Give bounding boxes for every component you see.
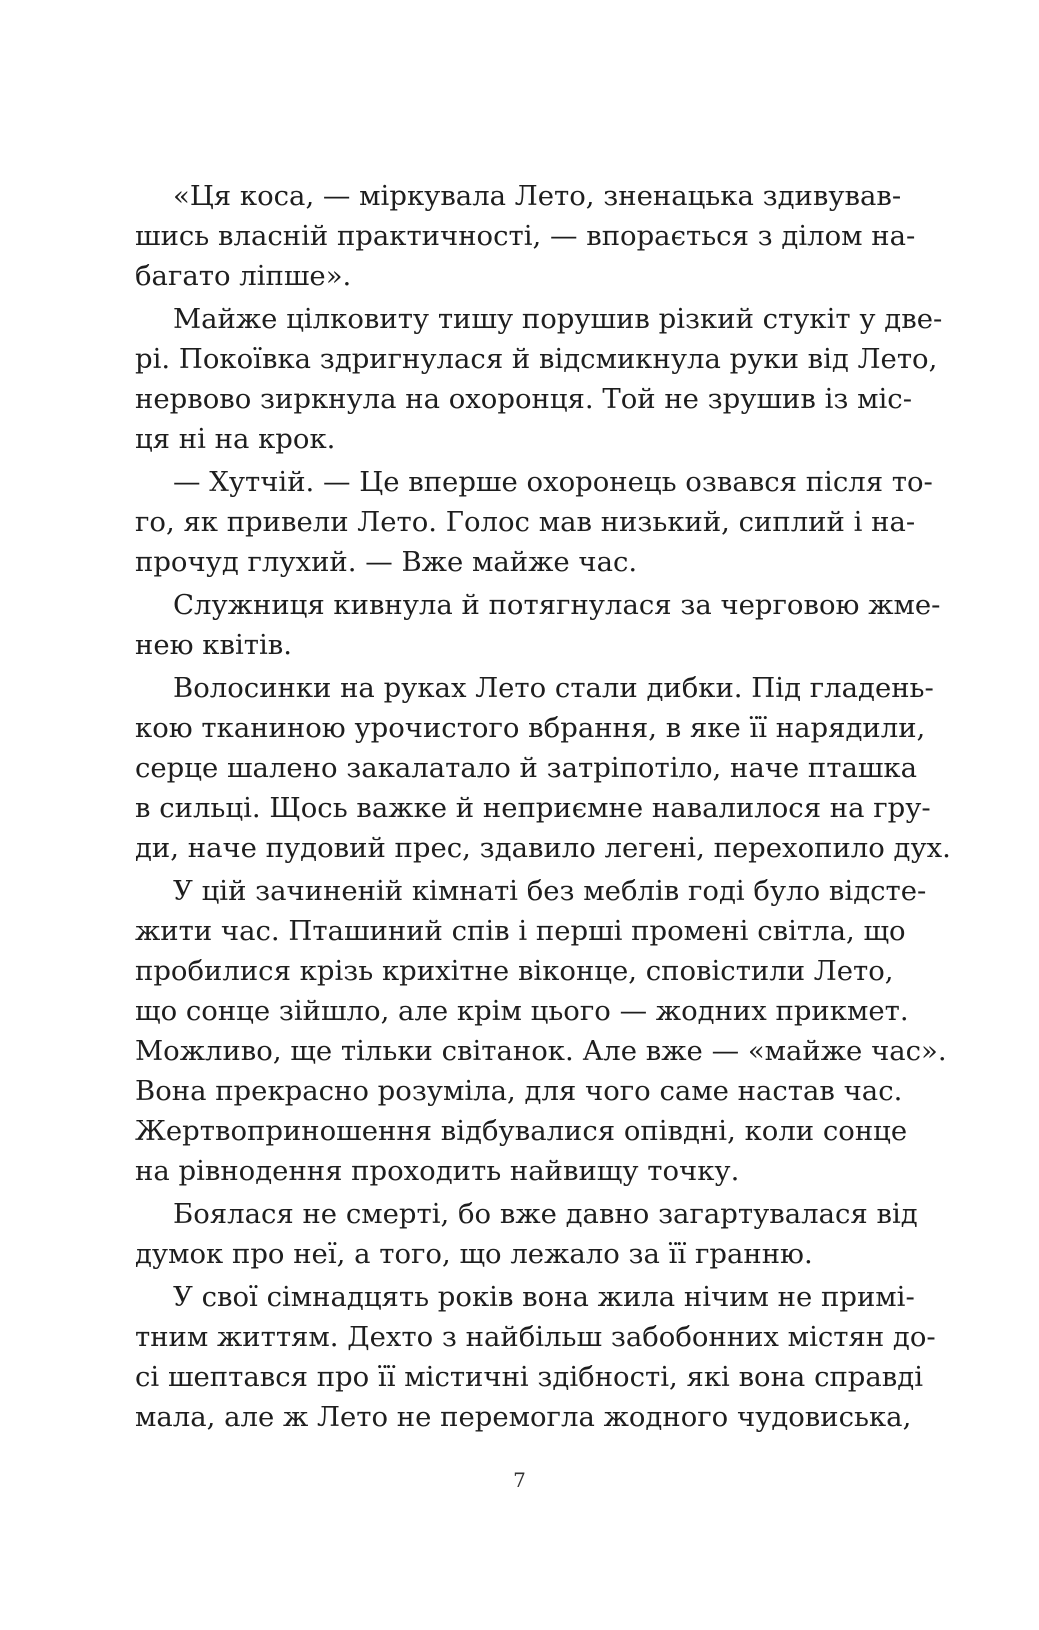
text-line: нею квітів. [135, 629, 292, 661]
text-line: на рівнодення проходить найвищу точку. [135, 1155, 740, 1187]
paragraph-6 [135, 871, 947, 1191]
paragraph-7 [135, 1194, 918, 1274]
text-line: Служниця кивнула й потягнулася за черговою жме- [173, 589, 941, 621]
text-line: ця ні на крок. [135, 423, 336, 455]
text-line: прочуд глухий. — Вже майже час. [135, 546, 638, 578]
text-line: в сильці. Щось важке й неприємне навалилося на гру- [135, 792, 931, 824]
text-line: шись власній практичності, — впорається з ділом на- [135, 220, 916, 252]
text-line: Волосинки на руках Лето стали дибки. Під гладень- [173, 672, 934, 704]
text-line: кою тканиною урочистого вбрання, в яке її нарядили, [135, 712, 926, 744]
paragraph-3 [135, 462, 933, 582]
text-line: думок про неї, а того, що лежало за її гранню. [135, 1238, 813, 1270]
body-text [135, 176, 951, 1437]
text-line: мала, але ж Лето не перемогла жодного чудовиська, [135, 1401, 912, 1433]
text-line: У цій зачиненій кімнаті без меблів годі було відсте- [173, 875, 927, 907]
text-line: тним життям. Дехто з найбільш забобонних містян до- [135, 1321, 936, 1353]
text-line: «Ця коса, — міркувала Лето, зненацька здивував- [173, 180, 902, 212]
text-line: Боялася не смерті, бо вже давно загартувалася від [173, 1198, 918, 1230]
text-line: нервово зиркнула на охоронця. Той не зрушив із міс- [135, 383, 912, 415]
paragraph-8 [135, 1277, 936, 1437]
text-line: го, як привели Лето. Голос мав низький, сиплий і на- [135, 506, 916, 538]
text-line: Вона прекрасно розуміла, для чого саме настав час. [135, 1075, 903, 1107]
paragraph-4 [135, 585, 941, 665]
text-line: ди, наче пудовий прес, здавило легені, перехопило дух. [135, 832, 951, 864]
text-line: сі шептався про її містичні здібності, які вона справді [135, 1361, 924, 1393]
text-line: що сонце зійшло, але крім цього — жодних прикмет. [135, 995, 909, 1027]
text-line: — Хутчій. — Це вперше охоронець озвався після то- [173, 466, 933, 498]
text-line: Жертвоприношення відбувалися опівдні, коли сонце [135, 1115, 908, 1147]
text-line: Майже цілковиту тишу порушив різкий стукіт у две- [173, 303, 943, 335]
paragraph-5 [135, 668, 951, 868]
text-line: Можливо, ще тільки світанок. Але вже — «майже час». [135, 1035, 947, 1067]
text-line: пробилися крізь крихітне віконце, сповістили Лето, [135, 955, 894, 987]
text-line: рі. Покоївка здригнулася й відсмикнула руки від Лето, [135, 343, 938, 375]
page-number: 7 [513, 1468, 526, 1492]
text-line: багато ліпше». [135, 260, 352, 292]
text-line: У свої сімнадцять років вона жила нічим не примі- [173, 1281, 915, 1313]
text-line: серце шалено закалатало й затріпотіло, наче пташка [135, 752, 918, 784]
text-line: жити час. Пташиний спів і перші промені світла, що [135, 915, 906, 947]
paragraph-2 [135, 299, 943, 459]
paragraph-1 [135, 176, 916, 296]
